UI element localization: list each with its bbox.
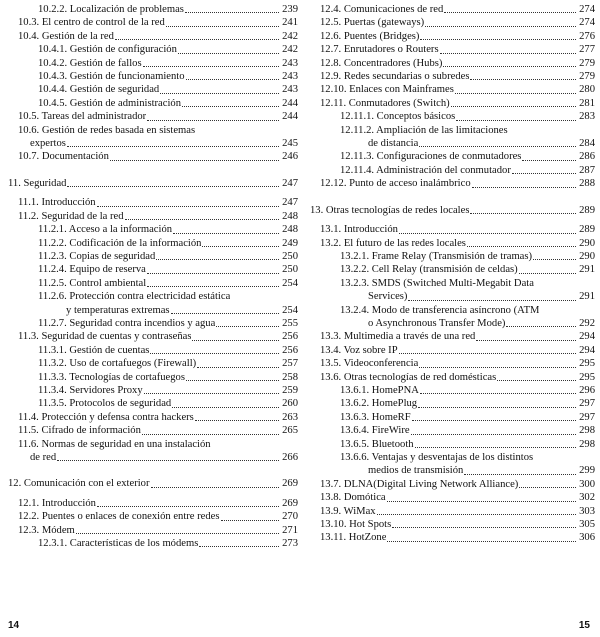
toc-entry-page: 245 bbox=[282, 138, 298, 150]
toc-entry-page: 271 bbox=[282, 524, 298, 536]
toc-entry bbox=[310, 263, 595, 276]
toc-entry bbox=[8, 537, 298, 550]
toc-entry-title: 11.3.1. Gestión de cuentas bbox=[38, 344, 150, 356]
toc-entry bbox=[310, 290, 595, 303]
toc-entry-title: 11.3.5. Protocolos de seguridad bbox=[38, 398, 172, 410]
toc-entry-page: 298 bbox=[579, 438, 595, 450]
toc-leader-dots bbox=[186, 380, 279, 381]
toc-entry-title: expertos bbox=[30, 138, 66, 150]
toc-leader-dots bbox=[171, 313, 279, 314]
toc-entry-page: 247 bbox=[282, 177, 298, 189]
toc-entry bbox=[8, 357, 298, 370]
toc-entry-page: 270 bbox=[282, 511, 298, 523]
toc-entry-title: 11.2.4. Equipo de reserva bbox=[38, 264, 146, 276]
toc-entry-page: 249 bbox=[282, 237, 298, 249]
toc-entry-page: 294 bbox=[579, 331, 595, 343]
toc-leader-dots bbox=[387, 541, 576, 542]
toc-entry bbox=[310, 397, 595, 410]
toc-leader-dots bbox=[467, 246, 576, 247]
toc-entry-page: 286 bbox=[579, 151, 595, 163]
toc-entry bbox=[8, 150, 298, 163]
toc-entry bbox=[310, 330, 595, 343]
toc-leader-dots bbox=[444, 12, 576, 13]
toc-entry-page: 243 bbox=[282, 84, 298, 96]
toc-leader-dots bbox=[464, 474, 576, 475]
toc-entry bbox=[310, 30, 595, 43]
toc-entry bbox=[310, 16, 595, 29]
toc-entry bbox=[310, 43, 595, 56]
toc-leader-dots bbox=[519, 487, 576, 488]
toc-entry bbox=[8, 250, 298, 263]
toc-entry-page: 291 bbox=[579, 291, 595, 303]
toc-entry-title: 13.2. El futuro de las redes locales bbox=[320, 237, 466, 249]
toc-leader-dots bbox=[451, 106, 576, 107]
toc-entry-title: 13.4. Voz sobre IP bbox=[320, 344, 398, 356]
toc-entry bbox=[310, 464, 595, 477]
toc-leader-dots bbox=[415, 447, 576, 448]
toc-leader-dots bbox=[125, 219, 279, 220]
toc-leader-dots bbox=[147, 286, 279, 287]
toc-leader-dots bbox=[216, 326, 279, 327]
toc-leader-dots bbox=[408, 300, 576, 301]
toc-leader-dots bbox=[221, 520, 279, 521]
toc-entry-title: 12.6. Puentes (Bridges) bbox=[320, 30, 420, 42]
toc-entry-title: 13.6.1. HomePNA bbox=[340, 384, 419, 396]
toc-entry bbox=[8, 43, 298, 56]
toc-entry-title: 12.10. Enlaces con Mainframes bbox=[320, 84, 454, 96]
toc-entry-page: 254 bbox=[282, 277, 298, 289]
toc-entry bbox=[8, 424, 298, 437]
toc-leader-dots bbox=[147, 120, 279, 121]
toc-entry-title: medios de transmisión bbox=[368, 465, 464, 477]
toc-entry bbox=[310, 317, 595, 330]
toc-entry-page: 266 bbox=[282, 452, 298, 463]
toc-leader-dots bbox=[67, 146, 279, 147]
toc-entry-title: 12.4. Comunicaciones de red bbox=[320, 4, 444, 15]
toc-entry-title: 10.4.5. Gestión de administración bbox=[38, 97, 181, 109]
toc-entry-page: 287 bbox=[579, 164, 595, 176]
toc-entry-page: 295 bbox=[579, 371, 595, 383]
toc-leader-dots bbox=[419, 146, 576, 147]
toc-entry bbox=[310, 384, 595, 397]
toc-leader-dots bbox=[97, 206, 279, 207]
toc-leader-dots bbox=[470, 79, 576, 80]
toc-leader-dots bbox=[166, 26, 279, 27]
toc-entry-title: 13. Otras tecnologías de redes locales bbox=[310, 204, 470, 216]
toc-entry bbox=[8, 83, 298, 96]
toc-entry-title: 12.12. Punto de acceso inalámbrico bbox=[320, 178, 471, 190]
toc-entry-page: 246 bbox=[282, 151, 298, 163]
toc-entry bbox=[8, 70, 298, 83]
toc-entry bbox=[8, 438, 298, 451]
toc-entry-title: 12.7. Enrutadores o Routers bbox=[320, 44, 439, 56]
toc-entry-title: 10.6. Gestión de redes basada en sistemas bbox=[18, 124, 196, 136]
toc-entry bbox=[310, 371, 595, 384]
toc-entry-page: 289 bbox=[579, 224, 595, 236]
toc-entry-title: 10.3. El centro de control de la red bbox=[18, 17, 165, 29]
toc-leader-dots bbox=[443, 66, 576, 67]
toc-entry bbox=[8, 397, 298, 410]
toc-entry bbox=[310, 3, 595, 16]
toc-entry-page: 296 bbox=[579, 384, 595, 396]
toc-leader-dots bbox=[506, 326, 576, 327]
toc-entry-page: 248 bbox=[282, 210, 298, 222]
toc-entry-page: 250 bbox=[282, 264, 298, 276]
toc-entry bbox=[310, 177, 595, 190]
toc-entry-page: 291 bbox=[579, 264, 595, 276]
toc-entry-title: 11. Seguridad bbox=[8, 177, 67, 189]
toc-entry-page: 255 bbox=[282, 317, 298, 329]
toc-entry-page: 280 bbox=[579, 84, 595, 96]
toc-entry-page: 247 bbox=[282, 197, 298, 209]
toc-entry bbox=[310, 491, 595, 504]
toc-entry bbox=[310, 110, 595, 123]
toc-entry bbox=[8, 223, 298, 236]
toc-entry-page: 288 bbox=[579, 178, 595, 190]
toc-entry-page: 306 bbox=[579, 532, 595, 544]
toc-entry bbox=[310, 478, 595, 491]
toc-entry bbox=[310, 277, 595, 290]
toc-entry-title: 12.11.4. Administración del conmutador bbox=[340, 164, 511, 176]
toc-entry-page: 273 bbox=[282, 538, 298, 550]
toc-entry bbox=[310, 424, 595, 437]
toc-leader-dots bbox=[202, 246, 279, 247]
toc-entry-page: 242 bbox=[282, 30, 298, 42]
toc-leader-dots bbox=[387, 501, 576, 502]
toc-leader-dots bbox=[97, 506, 279, 507]
toc-leader-dots bbox=[512, 173, 576, 174]
toc-leader-dots bbox=[172, 407, 279, 408]
toc-entry-page: 297 bbox=[579, 411, 595, 423]
toc-entry-page: 298 bbox=[579, 425, 595, 437]
toc-entry-title: 11.5. Cifrado de información bbox=[18, 425, 141, 437]
toc-leader-dots bbox=[195, 420, 279, 421]
toc-entry bbox=[8, 497, 298, 510]
toc-entry bbox=[310, 304, 595, 317]
toc-entry-page: 303 bbox=[579, 505, 595, 517]
toc-entry-title: 11.2.3. Copias de seguridad bbox=[38, 250, 156, 262]
toc-entry bbox=[310, 411, 595, 424]
toc-entry-title: 13.7. DLNA(Digital Living Network Alliance) bbox=[320, 478, 519, 490]
toc-chapter bbox=[8, 477, 298, 490]
toc-entry bbox=[310, 97, 595, 110]
toc-leader-dots bbox=[110, 160, 279, 161]
toc-entry bbox=[310, 357, 595, 370]
toc-leader-dots bbox=[440, 53, 576, 54]
toc-entry-page: 244 bbox=[282, 111, 298, 123]
toc-entry-title: 12.11.2. Ampliación de las limitaciones bbox=[340, 124, 508, 136]
toc-entry-page: 295 bbox=[579, 358, 595, 370]
toc-entry-title: 11.3.3. Tecnologías de cortafuegos bbox=[38, 371, 185, 383]
toc-leader-dots bbox=[147, 273, 279, 274]
toc-entry-page: 259 bbox=[282, 384, 298, 396]
toc-leader-dots bbox=[425, 26, 576, 27]
toc-entry bbox=[8, 304, 298, 317]
toc-entry bbox=[8, 290, 298, 303]
toc-leader-dots bbox=[186, 79, 279, 80]
toc-entry-page: 281 bbox=[579, 97, 595, 109]
toc-entry-title: 13.9. WiMax bbox=[320, 505, 376, 517]
toc-leader-dots bbox=[199, 546, 279, 547]
toc-entry-page: 290 bbox=[579, 250, 595, 262]
toc-entry-page: 239 bbox=[282, 4, 298, 15]
toc-entry-page: 265 bbox=[282, 425, 298, 437]
toc-entry-title: 13.1. Introducción bbox=[320, 224, 398, 236]
toc-entry-title: 10.5. Tareas del administrador bbox=[18, 111, 147, 123]
toc-leader-dots bbox=[419, 367, 576, 368]
toc-leader-dots bbox=[142, 434, 279, 435]
toc-left-column bbox=[8, 3, 298, 550]
toc-entry bbox=[8, 384, 298, 397]
toc-entry bbox=[310, 250, 595, 263]
toc-entry bbox=[8, 524, 298, 537]
toc-entry-page: 260 bbox=[282, 398, 298, 410]
toc-chapter bbox=[8, 177, 298, 190]
toc-entry-title: 11.2.6. Protección contra electricidad estática bbox=[38, 291, 231, 303]
toc-chapter bbox=[310, 204, 595, 217]
toc-leader-dots bbox=[197, 367, 279, 368]
toc-entry-page: 276 bbox=[579, 30, 595, 42]
toc-entry-title: 12.3. Módem bbox=[18, 524, 75, 536]
toc-entry bbox=[8, 110, 298, 123]
toc-entry-page: 279 bbox=[579, 71, 595, 83]
toc-entry bbox=[8, 124, 298, 137]
toc-entry bbox=[310, 505, 595, 518]
toc-leader-dots bbox=[392, 527, 576, 528]
toc-entry-page: 269 bbox=[282, 478, 298, 490]
toc-entry-page: 279 bbox=[579, 57, 595, 69]
toc-entry-title: 11.2.7. Seguridad contra incendios y agua bbox=[38, 317, 216, 329]
toc-entry-title: 12.11.3. Configuraciones de conmutadores bbox=[340, 151, 522, 163]
toc-entry-title: 10.4.1. Gestión de configuración bbox=[38, 44, 177, 56]
toc-entry-page: 283 bbox=[579, 111, 595, 123]
toc-entry bbox=[310, 70, 595, 83]
toc-entry-title: 12.11.1. Conceptos básicos bbox=[340, 111, 456, 123]
toc-entry-title: 13.6.4. FireWire bbox=[340, 425, 410, 437]
toc-entry-page: 258 bbox=[282, 371, 298, 383]
toc-entry-title: 11.2. Seguridad de la red bbox=[18, 210, 124, 222]
toc-entry-title: 10.7. Documentación bbox=[18, 151, 109, 163]
toc-entry-page: 256 bbox=[282, 331, 298, 343]
toc-leader-dots bbox=[160, 93, 279, 94]
toc-entry-page: 274 bbox=[579, 17, 595, 29]
toc-leader-dots bbox=[411, 434, 576, 435]
toc-entry-page: 305 bbox=[579, 519, 595, 531]
toc-leader-dots bbox=[522, 160, 576, 161]
toc-leader-dots bbox=[144, 393, 279, 394]
toc-entry-title: 10.4.4. Gestión de seguridad bbox=[38, 84, 160, 96]
toc-entry-title: 12.1. Introducción bbox=[18, 497, 96, 509]
toc-entry-title: 12.9. Redes secundarias o subredes bbox=[320, 71, 470, 83]
toc-leader-dots bbox=[178, 53, 279, 54]
toc-entry-page: 292 bbox=[579, 317, 595, 329]
toc-entry bbox=[8, 3, 298, 16]
toc-entry-page: 250 bbox=[282, 250, 298, 262]
toc-leader-dots bbox=[399, 353, 576, 354]
toc-entry bbox=[310, 124, 595, 137]
toc-entry-page: 256 bbox=[282, 344, 298, 356]
toc-entry-page: 257 bbox=[282, 358, 298, 370]
toc-entry bbox=[310, 344, 595, 357]
toc-leader-dots bbox=[470, 213, 576, 214]
toc-leader-dots bbox=[476, 340, 576, 341]
toc-entry-title: 11.3. Seguridad de cuentas y contraseñas bbox=[18, 331, 192, 343]
toc-entry-title: 12. Comunicación con el exterior bbox=[8, 478, 150, 490]
toc-entry-page: 242 bbox=[282, 44, 298, 56]
toc-entry-title: 13.6.5. Bluetooth bbox=[340, 438, 414, 450]
toc-entry bbox=[8, 451, 298, 464]
toc-entry bbox=[310, 451, 595, 464]
toc-entry-page: 244 bbox=[282, 97, 298, 109]
toc-entry bbox=[8, 237, 298, 250]
toc-entry-title: 10.4.2. Gestión de fallos bbox=[38, 57, 142, 69]
toc-entry bbox=[310, 137, 595, 150]
toc-entry bbox=[8, 411, 298, 424]
toc-entry-page: 294 bbox=[579, 344, 595, 356]
toc-entry-page: 248 bbox=[282, 224, 298, 236]
page-number-right: 15 bbox=[578, 620, 590, 631]
toc-entry-title: de distancia bbox=[368, 138, 419, 150]
toc-entry-title: 11.4. Protección y defensa contra hackers bbox=[18, 411, 194, 423]
toc-leader-dots bbox=[497, 380, 576, 381]
toc-entry bbox=[310, 57, 595, 70]
toc-entry-title: 12.11. Conmutadores (Switch) bbox=[320, 97, 450, 109]
toc-leader-dots bbox=[185, 12, 279, 13]
toc-leader-dots bbox=[156, 259, 279, 260]
toc-leader-dots bbox=[420, 393, 576, 394]
toc-entry-title: 13.6.2. HomePlug bbox=[340, 398, 418, 410]
toc-leader-dots bbox=[456, 120, 576, 121]
toc-entry-title: o Asynchronous Transfer Mode) bbox=[368, 317, 506, 329]
toc-entry-title: 13.6. Otras tecnologías de red domésticas bbox=[320, 371, 497, 383]
toc-entry-title: 13.6.3. HomeRF bbox=[340, 411, 411, 423]
toc-leader-dots bbox=[420, 39, 576, 40]
toc-leader-dots bbox=[377, 514, 576, 515]
toc-entry-page: 297 bbox=[579, 398, 595, 410]
toc-entry bbox=[8, 196, 298, 209]
toc-entry bbox=[8, 210, 298, 223]
toc-leader-dots bbox=[455, 93, 576, 94]
toc-leader-dots bbox=[192, 340, 279, 341]
toc-entry-title: 13.2.3. SMDS (Switched Multi-Megabit Data bbox=[340, 277, 534, 289]
toc-entry-title: 11.2.5. Control ambiental bbox=[38, 277, 147, 289]
toc-entry bbox=[8, 371, 298, 384]
toc-leader-dots bbox=[67, 186, 279, 187]
toc-entry bbox=[8, 263, 298, 276]
toc-entry bbox=[310, 237, 595, 250]
toc-entry-title: 11.1. Introducción bbox=[18, 197, 96, 209]
toc-entry bbox=[8, 137, 298, 150]
toc-entry bbox=[8, 510, 298, 523]
page-number-left: 14 bbox=[8, 620, 20, 631]
toc-leader-dots bbox=[519, 273, 576, 274]
toc-entry bbox=[8, 277, 298, 290]
toc-entry-page: 243 bbox=[282, 57, 298, 69]
toc-entry-title: 13.5. Videoconferencia bbox=[320, 358, 419, 370]
toc-leader-dots bbox=[115, 39, 279, 40]
toc-entry bbox=[8, 57, 298, 70]
toc-entry-title: 13.8. Domótica bbox=[320, 492, 386, 504]
toc-entry-title: 13.2.4. Modo de transferencia asíncrono (ATM bbox=[340, 304, 540, 316]
toc-entry bbox=[8, 16, 298, 29]
toc-entry-title: 12.3.1. Características de los módems bbox=[38, 538, 199, 550]
toc-leader-dots bbox=[182, 106, 279, 107]
toc-entry-page: 254 bbox=[282, 304, 298, 316]
toc-entry-page: 263 bbox=[282, 411, 298, 423]
toc-leader-dots bbox=[472, 187, 576, 188]
toc-entry-title: y temperaturas extremas bbox=[66, 304, 170, 316]
toc-entry-title: 10.4. Gestión de la red bbox=[18, 30, 114, 42]
toc-entry-title: 13.10. Hot Spots bbox=[320, 519, 392, 531]
toc-entry-title: 11.2.1. Acceso a la información bbox=[38, 224, 173, 236]
toc-entry-title: 12.8. Concentradores (Hubs) bbox=[320, 57, 443, 69]
toc-entry-title: 11.3.2. Uso de cortafuegos (Firewall) bbox=[38, 358, 197, 370]
toc-leader-dots bbox=[76, 533, 279, 534]
toc-entry-title: 10.2.2. Localización de problemas bbox=[38, 4, 184, 15]
toc-entry bbox=[310, 83, 595, 96]
toc-right-column bbox=[310, 3, 595, 545]
toc-entry-title: 13.11. HotZone bbox=[320, 532, 387, 544]
toc-leader-dots bbox=[418, 407, 576, 408]
toc-entry bbox=[310, 223, 595, 236]
toc-entry-page: 300 bbox=[579, 478, 595, 490]
toc-entry-title: 10.4.3. Gestión de funcionamiento bbox=[38, 71, 185, 83]
toc-entry-title: 13.3. Multimedia a través de una red bbox=[320, 331, 476, 343]
toc-leader-dots bbox=[173, 233, 279, 234]
toc-entry-page: 274 bbox=[579, 4, 595, 15]
toc-entry bbox=[8, 317, 298, 330]
toc-entry-page: 243 bbox=[282, 71, 298, 83]
toc-leader-dots bbox=[533, 259, 576, 260]
toc-leader-dots bbox=[57, 460, 279, 461]
toc-leader-dots bbox=[412, 420, 576, 421]
toc-entry-title: 13.6.6. Ventajas y desventajas de los distintos bbox=[340, 452, 534, 463]
toc-entry-page: 289 bbox=[579, 204, 595, 216]
toc-entry bbox=[8, 97, 298, 110]
toc-entry-page: 277 bbox=[579, 44, 595, 56]
toc-entry-page: 284 bbox=[579, 138, 595, 150]
toc-entry-title: 12.2. Puentes o enlaces de conexión entre redes bbox=[18, 511, 220, 523]
toc-entry-title: 13.2.2. Cell Relay (transmisión de celdas) bbox=[340, 264, 518, 276]
toc-entry-title: Services) bbox=[368, 291, 408, 303]
toc-entry-page: 290 bbox=[579, 237, 595, 249]
toc-entry bbox=[8, 30, 298, 43]
toc-entry-title: 13.2.1. Frame Relay (Transmisión de tramas) bbox=[340, 250, 533, 262]
toc-leader-dots bbox=[399, 233, 576, 234]
toc-leader-dots bbox=[150, 353, 279, 354]
toc-entry bbox=[8, 344, 298, 357]
toc-leader-dots bbox=[143, 66, 279, 67]
toc-leader-dots bbox=[151, 487, 279, 488]
toc-entry bbox=[310, 164, 595, 177]
toc-entry-page: 302 bbox=[579, 492, 595, 504]
toc-entry bbox=[310, 150, 595, 163]
toc-entry bbox=[310, 518, 595, 531]
toc-entry-title: 11.3.4. Servidores Proxy bbox=[38, 384, 143, 396]
toc-entry-title: de red bbox=[30, 452, 57, 463]
toc-entry bbox=[8, 330, 298, 343]
toc-entry bbox=[310, 438, 595, 451]
toc-entry-page: 269 bbox=[282, 497, 298, 509]
toc-entry-title: 11.2.2. Codificación de la información bbox=[38, 237, 202, 249]
toc-entry-title: 12.5. Puertas (gateways) bbox=[320, 17, 425, 29]
toc-entry-title: 11.6. Normas de seguridad en una instalación bbox=[18, 438, 211, 450]
toc-entry-page: 241 bbox=[282, 17, 298, 29]
toc-entry-page: 299 bbox=[579, 465, 595, 477]
toc-entry bbox=[310, 531, 595, 544]
